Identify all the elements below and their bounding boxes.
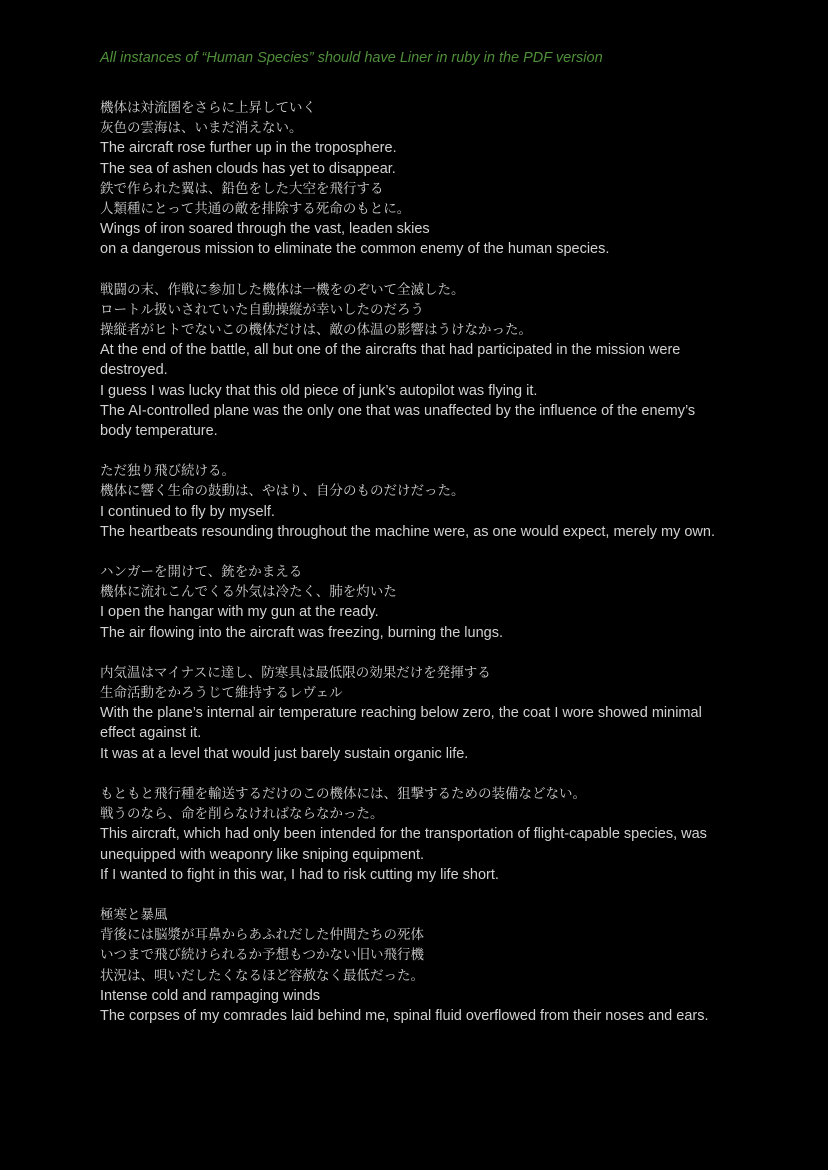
- english-line: This aircraft, which had only been intended for the transportation of flight-capable species, was unequipped with weaponry like sniping equipment.: [100, 826, 707, 863]
- stanza: [100, 784, 720, 885]
- document-page: [100, 48, 720, 1046]
- english-line: I continued to fly by myself.: [100, 503, 275, 520]
- english-line: Intense cold and rampaging winds: [100, 987, 321, 1004]
- japanese-line: 状況は、唄いだしたくなるほど容赦なく最低だった。: [100, 967, 424, 984]
- stanza: [100, 98, 720, 260]
- stanza: [100, 461, 720, 542]
- english-line: The aircraft rose further up in the troposphere.: [100, 140, 397, 157]
- japanese-line: 人類種にとって共通の敵を排除する死命のもとに。: [100, 201, 411, 218]
- japanese-line: 生命活動をかろうじて維持するレヴェル: [100, 685, 343, 702]
- stanza: [100, 905, 720, 1026]
- japanese-line: 戦うのなら、命を削らなければならなかった。: [100, 806, 384, 823]
- stanza: [100, 663, 720, 764]
- japanese-line: もともと飛行種を輸送するだけのこの機体には、狙撃するための装備などない。: [100, 785, 586, 802]
- japanese-line: いつまで飛び続けられるか予想もつかない旧い飛行機: [100, 947, 424, 964]
- english-line: It was at a level that would just barely sustain organic life.: [100, 745, 469, 762]
- english-line: With the plane’s internal air temperature reaching below zero, the coat I wore showed minimal effect against it.: [100, 705, 702, 742]
- english-line: At the end of the battle, all but one of the aircrafts that had participated in the mission were destroyed.: [100, 342, 681, 379]
- english-line: on a dangerous mission to eliminate the common enemy of the human species.: [100, 241, 610, 258]
- stanza: [100, 280, 720, 442]
- english-line: The sea of ashen clouds has yet to disappear.: [100, 160, 396, 177]
- stanza: [100, 562, 720, 643]
- english-line: The air flowing into the aircraft was freezing, burning the lungs.: [100, 624, 503, 641]
- poem-body: [100, 98, 720, 1026]
- english-line: Wings of iron soared through the vast, leaden skies: [100, 221, 430, 238]
- japanese-line: ただ独り飛び続ける。: [100, 463, 235, 480]
- japanese-line: 内気温はマイナスに達し、防寒具は最低限の効果だけを発揮する: [100, 664, 491, 681]
- japanese-line: 機体に流れこんでくる外気は冷たく、肺を灼いた: [100, 584, 397, 601]
- english-line: If I wanted to fight in this war, I had to risk cutting my life short.: [100, 866, 499, 883]
- japanese-line: 背後には脳漿が耳鼻からあふれだした仲間たちの死体: [100, 927, 424, 944]
- japanese-line: 操縦者がヒトでないこの機体だけは、敵の体温の影響はうけなかった。: [100, 322, 532, 339]
- japanese-line: 機体に響く生命の鼓動は、やはり、自分のものだけだった。: [100, 483, 465, 500]
- english-line: I open the hangar with my gun at the ready.: [100, 604, 379, 621]
- japanese-line: ロートル扱いされていた自動操縦が幸いしたのだろう: [100, 301, 424, 318]
- english-line: The corpses of my comrades laid behind me, spinal fluid overflowed from their noses and ears.: [100, 1007, 709, 1024]
- japanese-line: 機体は対流圏をさらに上昇していく: [100, 100, 316, 116]
- editor-note: All instances of “Human Species” should have Liner in ruby in the PDF version: [100, 50, 603, 66]
- japanese-line: 戦闘の末、作戦に参加した機体は一機をのぞいて全滅した。: [100, 281, 465, 298]
- english-line: I guess I was lucky that this old piece of junk’s autopilot was flying it.: [100, 382, 538, 399]
- japanese-line: 灰色の雲海は、いまだ消えない。: [100, 120, 303, 137]
- english-line: The heartbeats resounding throughout the machine were, as one would expect, merely my own.: [100, 523, 715, 540]
- japanese-line: 鉄で作られた翼は、鉛色をした大空を飛行する: [100, 180, 384, 197]
- japanese-line: 極寒と暴風: [100, 906, 168, 923]
- japanese-line: ハンガーを開けて、銃をかまえる: [100, 564, 303, 581]
- english-line: The AI-controlled plane was the only one that was unaffected by the influence of the enemy’s body temperature.: [100, 402, 696, 440]
